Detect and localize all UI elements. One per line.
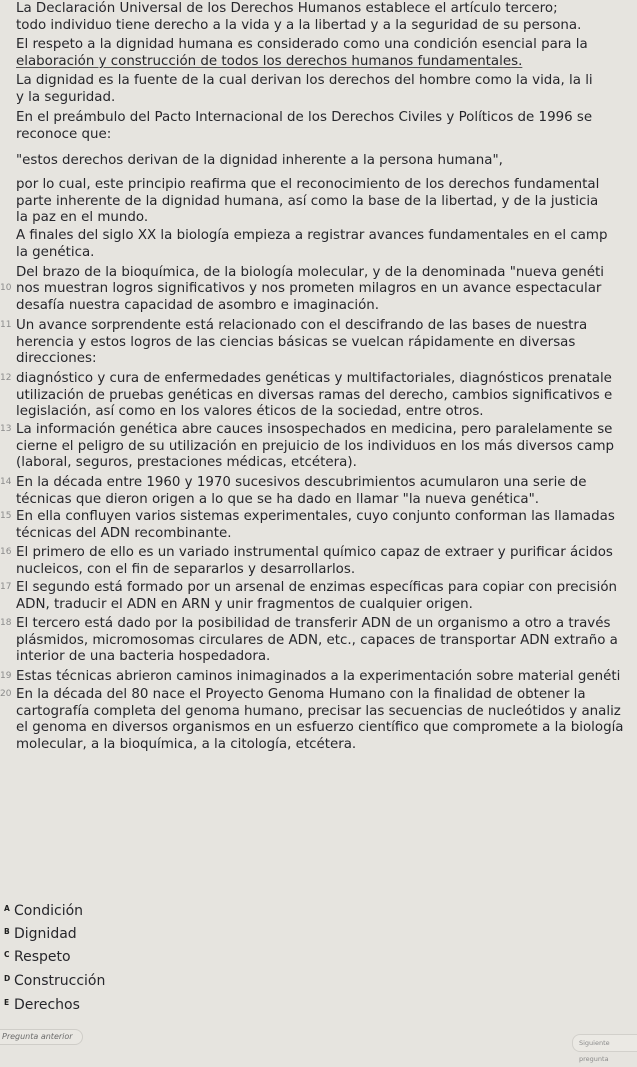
option-letter: C — [4, 950, 10, 959]
next-question-button[interactable]: Siguiente pregunta — [572, 1034, 637, 1052]
paragraph: A finales del siglo XX la biología empieza a registrar avances fundamentales en el camp la genética. — [16, 228, 608, 260]
option-letter: B — [4, 927, 10, 936]
sentence-number: 19 — [0, 671, 12, 681]
paragraph: Estas técnicas abrieron caminos inimaginados a la experimentación sobre material genéti — [16, 669, 621, 684]
paragraph: En ella confluyen varios sistemas experimentales, cuyo conjunto conforman las llamadas técnicas del ADN recombinante. — [16, 509, 615, 541]
sentence-number: 20 — [0, 689, 12, 699]
sentence-number: 13 — [0, 424, 12, 434]
paragraph: Un avance sorprendente está relacionado con el descifrando de las bases de nuestra herencia y estos logros de las ciencias básicas se vuelcan rápidamente en diversas direcciones: — [16, 318, 588, 367]
option-letter: D — [4, 974, 11, 983]
option-label: Condición — [14, 903, 84, 919]
sentence-number: 18 — [0, 618, 12, 628]
option-label: Construcción — [14, 973, 106, 989]
paragraph: El segundo está formado por un arsenal de enzimas específicas para copiar con precisión ADN, traducir el ADN en ARN y unir fragmentos de cualquier origen. — [16, 580, 618, 612]
sentence-number: 11 — [0, 320, 12, 330]
paragraph: El respeto a la dignidad humana es considerado como una condición esencial para la elaboración y construcción de todos los derechos humanos fundamentales. — [16, 37, 588, 69]
sentence-number: 15 — [0, 511, 12, 521]
option-letter: E — [4, 998, 10, 1007]
paragraph: Del brazo de la bioquímica, de la biología molecular, y de la denominada "nueva genéti — [16, 265, 604, 280]
paragraph: En el preámbulo del Pacto Internacional de los Derechos Civiles y Políticos de 1996 se reconoce que: — [16, 110, 593, 142]
option-label: Derechos — [14, 997, 80, 1013]
sentence-number: 10 — [0, 283, 12, 293]
paragraph: En la década entre 1960 y 1970 sucesivos descubrimientos acumularon una serie de técnicas que dieron origen a lo que se ha dado en llamar "la nueva genética". — [16, 475, 587, 507]
sentence-number: 14 — [0, 477, 12, 487]
paragraph: por lo cual, este principio reafirma que el reconocimiento de los derechos fundamental parte inherente de la dignidad humana, así como la base de la libertad, y de la justicia la paz en el mundo. — [16, 177, 600, 226]
previous-question-button[interactable]: Pregunta anterior — [0, 1029, 83, 1045]
paragraph: "estos derechos derivan de la dignidad inherente a la persona humana", — [16, 153, 503, 168]
paragraph: La Declaración Universal de los Derechos Humanos establece el artículo tercero; todo individuo tiene derecho a la vida y a la libertad y a la seguridad de su persona. — [16, 1, 582, 33]
paragraph: El tercero está dado por la posibilidad de transferir ADN de un organismo a otro a través plásmidos, micromosomas circulares de ADN, etc., capaces de transportar ADN extraño a interior de una bacteria hospedadora. — [16, 616, 618, 665]
sentence-number: 12 — [0, 373, 12, 383]
sentence-number: 17 — [0, 582, 12, 592]
paragraph: La dignidad es la fuente de la cual derivan los derechos del hombre como la vida, la li y la seguridad. — [16, 73, 593, 105]
option-label: Respeto — [14, 949, 71, 965]
paragraph: La información genética abre cauces insospechados en medicina, pero paralelamente se cierne el peligro de su utilización en prejuicio de los individuos en los más diversos camp (laboral, seguros, prestaciones médicas, etcétera). — [16, 422, 615, 471]
paragraph: En la década del 80 nace el Proyecto Genoma Humano con la finalidad de obtener la cartografía completa del genoma humano, precisar las secuencias de nucleótidos y analiz el genoma en diversos organismos en un esfuerzo científico que compromete a la biología molecular, a la bioquímica, a la citología, etcétera. — [16, 687, 624, 752]
option-label: Dignidad — [14, 926, 77, 942]
paragraph: El primero de ello es un variado instrumental químico capaz de extraer y purificar ácidos nucleicos, con el fin de separarlos y desarrollarlos. — [16, 545, 613, 577]
paragraph: diagnóstico y cura de enfermedades genéticas y multifactoriales, diagnósticos prenatale utilización de pruebas genéticas en diversas ramas del derecho, cambios significativos e legislación, así como en los valores éticos de la sociedad, entre otros. — [16, 371, 613, 420]
option-letter: A — [4, 904, 10, 913]
paragraph: nos muestran logros significativos y nos prometen milagros en un avance espectacular desafía nuestra capacidad de asombro e imaginación. — [16, 281, 602, 313]
sentence-number: 16 — [0, 547, 12, 557]
